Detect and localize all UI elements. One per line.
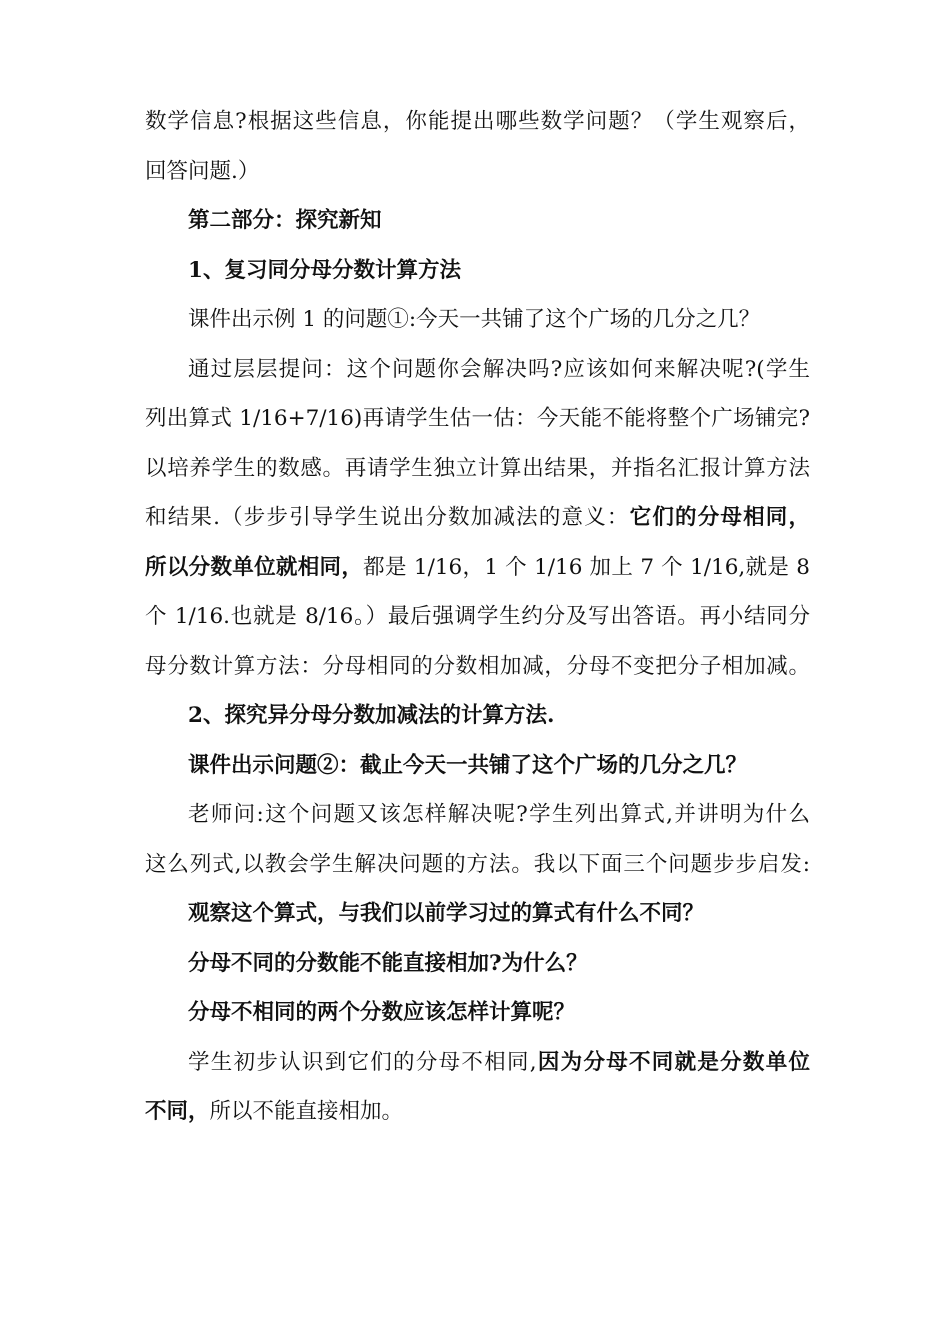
paragraph-line: 以培养学生的数感。再请学生独立计算出结果，并指名汇报计算方法 (145, 455, 810, 481)
text-run: 和结果.（步步引导学生说出分数加减法的意义： (145, 505, 630, 530)
paragraph-line (145, 543, 810, 593)
paragraph-line (145, 1087, 810, 1137)
bold-text-run: 它们的分母相同， (629, 505, 810, 530)
question-2: 课件出示问题②：截止今天一共铺了这个广场的几分之几？ (188, 752, 748, 778)
question-item: 观察这个算式，与我们以前学习过的算式有什么不同？ (188, 901, 705, 926)
question-item: 分母不相同的两个分数应该怎样计算呢？ (188, 1000, 576, 1025)
section-title: 第二部分：探究新知 (188, 208, 382, 233)
text-run: 都是 1/16，1 个 1/16 加上 7 个 1/16,就是 8 (363, 554, 810, 580)
question-item: 分母不同的分数能不能直接相加?为什么？ (188, 950, 588, 976)
paragraph-line: 列出算式 1/16+7/16)再请学生估一估：今天能不能将整个广场铺完? (145, 406, 810, 431)
paragraph-line: 个 1/16.也就是 8/16。）最后强调学生约分及写出答语。再小结同分 (145, 604, 810, 629)
document-page (145, 97, 810, 1137)
text-run: 学生初步认识到它们的分母不相同, (188, 1049, 537, 1075)
heading-1: 1、复习同分母分数计算方法 (188, 257, 461, 283)
paragraph-line (145, 1038, 810, 1088)
bold-text-run: 因为分母不同就是分数单位 (536, 1049, 810, 1075)
bold-text-run: 所以分数单位就相同， (145, 554, 364, 580)
paragraph-line: 这么列式,以教会学生解决问题的方法。我以下面三个问题步步启发: (145, 851, 810, 877)
paragraph-line: 母分数计算方法：分母相同的分数相加减，分母不变把分子相加减。 (145, 653, 810, 679)
paragraph-line: 老师问:这个问题又该怎样解决呢?学生列出算式,并讲明为什么 (188, 802, 810, 827)
bold-text-run: 不同， (145, 1099, 210, 1124)
paragraph-line (145, 493, 810, 543)
paragraph-line: 回答问题.） (145, 158, 260, 184)
heading-2: 2、探究异分母分数加减法的计算方法. (188, 703, 555, 728)
paragraph-line: 通过层层提问：这个问题你会解决吗?应该如何来解决呢?(学生 (188, 356, 810, 382)
paragraph-line: 数学信息?根据这些信息，你能提出哪些数学问题？（学生观察后， (145, 109, 810, 134)
text-run: 所以不能直接相加。 (209, 1099, 404, 1124)
paragraph-line: 课件出示例 1 的问题①:今天一共铺了这个广场的几分之几？ (188, 307, 761, 332)
